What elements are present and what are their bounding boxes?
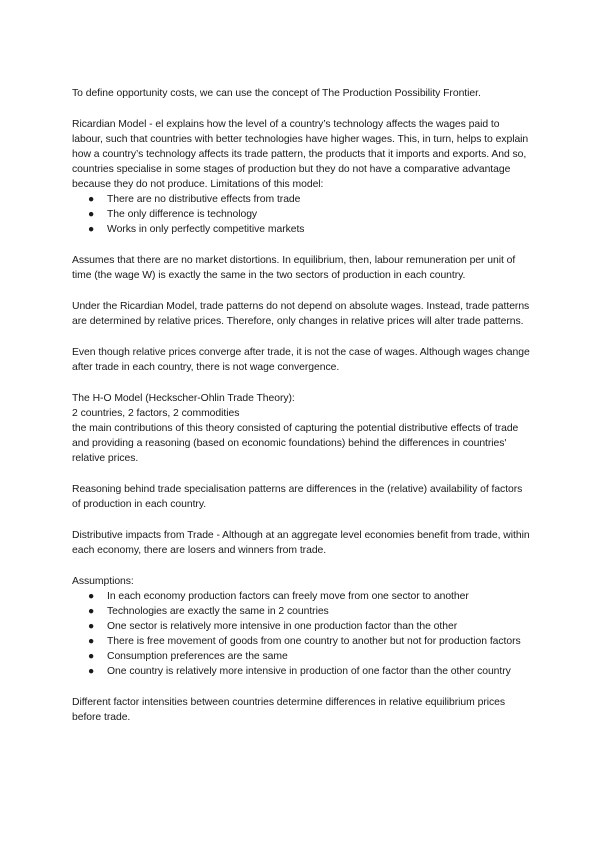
- assumes-no-distortions-paragraph: Assumes that there are no market distortions. In equilibrium, then, labour remuneration per unit of time (the wage W) is exactly the same in the two sectors of production in each country.: [72, 255, 516, 281]
- ho-contributions-paragraph: the main contributions of this theory consisted of capturing the potential distributive effects of trade and providing a reasoning (based on economic foundations) behind the differences in countries' relative prices.: [72, 423, 519, 464]
- bullet-icon: ●: [88, 621, 95, 632]
- bullet-icon: ●: [88, 224, 95, 235]
- bullet-icon: ●: [88, 194, 95, 205]
- list-item: ● The only difference is technology: [88, 209, 258, 220]
- ricardian-intro-paragraph: Ricardian Model - el explains how the level of a country’s technology affects the wages paid to labour, such that countries with better technologies have higher wages. This, in turn, helps to explain how a country’s technology affects its trade pattern, the products that it imports and exports. And so, countries specialise in some stages of production but they do not have a comparative advantage because they do not produce. Limitations of this model:: [72, 119, 529, 190]
- assumptions-label: Assumptions:: [72, 576, 134, 587]
- trade-patterns-paragraph: Under the Ricardian Model, trade patterns do not depend on absolute wages. Instead, trade patterns are determined by relative prices. Therefore, only changes in relative prices will alter trade patterns.: [72, 301, 530, 327]
- bullet-icon: ●: [88, 591, 95, 602]
- list-item: ● Consumption preferences are the same: [88, 651, 288, 662]
- bullet-icon: ●: [88, 209, 95, 220]
- ho-model-title: The H-O Model (Heckscher-Ohlin Trade Theory):: [72, 393, 295, 404]
- bullet-icon: ●: [88, 636, 95, 647]
- list-item: ● In each economy production factors can freely move from one sector to another: [88, 591, 469, 602]
- intro-paragraph: To define opportunity costs, we can use the concept of The Production Possibility Frontier.: [72, 88, 481, 99]
- list-item: ● One country is relatively more intensive in production of one factor than the other country: [88, 666, 511, 677]
- reasoning-paragraph: Reasoning behind trade specialisation patterns are differences in the (relative) availability of factors of production in each country.: [72, 484, 523, 510]
- document-page: [72, 86, 532, 741]
- bullet-icon: ●: [88, 651, 95, 662]
- ho-model-setup: 2 countries, 2 factors, 2 commodities: [72, 408, 240, 419]
- list-item: ● There are no distributive effects from trade: [88, 194, 301, 205]
- ricardian-limitations-list: [72, 192, 532, 237]
- bullet-icon: ●: [88, 606, 95, 617]
- distributive-impacts-paragraph: Distributive impacts from Trade - Although at an aggregate level economies benefit from trade, within each economy, there are losers and winners from trade.: [72, 530, 530, 556]
- assumptions-list: [72, 589, 532, 679]
- list-item: ● There is free movement of goods from one country to another but not for production factors: [88, 636, 521, 647]
- conclusion-paragraph: Different factor intensities between countries determine differences in relative equilibrium prices before trade.: [72, 697, 506, 723]
- bullet-icon: ●: [88, 666, 95, 677]
- list-item: ● Technologies are exactly the same in 2 countries: [88, 606, 329, 617]
- prices-converge-paragraph: Even though relative prices converge after trade, it is not the case of wages. Although wages change after trade in each country, there is not wage convergence.: [72, 347, 530, 373]
- list-item: ● One sector is relatively more intensive in one production factor than the other: [88, 621, 458, 632]
- list-item: ● Works in only perfectly competitive markets: [88, 224, 305, 235]
